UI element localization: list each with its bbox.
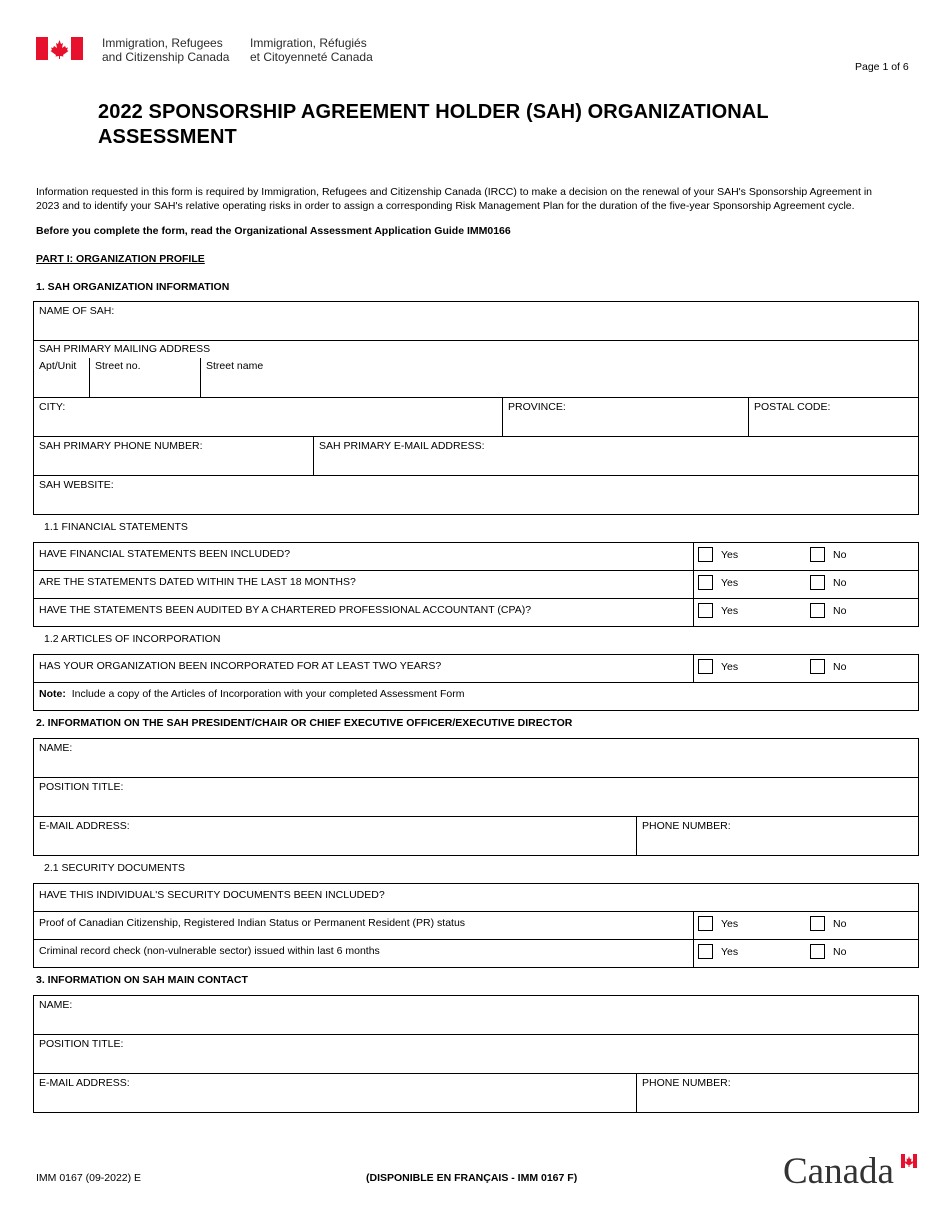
sah-name-field[interactable] bbox=[34, 302, 918, 340]
sah-name-label: NAME OF SAH: bbox=[39, 305, 115, 317]
contact-position-field[interactable] bbox=[34, 1035, 918, 1073]
contact-phone-label: PHONE NUMBER: bbox=[642, 1077, 731, 1089]
sah-phone-label: SAH PRIMARY PHONE NUMBER: bbox=[39, 440, 203, 452]
incorporation-no-checkbox[interactable] bbox=[810, 659, 825, 674]
president-email-label: E-MAIL ADDRESS: bbox=[39, 820, 130, 832]
section-1-heading: 1. SAH ORGANIZATION INFORMATION bbox=[36, 281, 230, 293]
president-phone-label: PHONE NUMBER: bbox=[642, 820, 731, 832]
yes-label: Yes bbox=[721, 549, 739, 561]
postal-code-label: POSTAL CODE: bbox=[754, 401, 831, 413]
financial-audited-no-checkbox[interactable] bbox=[810, 603, 825, 618]
financial-dated-yes-checkbox[interactable] bbox=[698, 575, 713, 590]
financial-included-question: HAVE FINANCIAL STATEMENTS BEEN INCLUDED? bbox=[39, 548, 291, 560]
financial-audited-question: HAVE THE STATEMENTS BEEN AUDITED BY A CHARTERED PROFESSIONAL ACCOUNTANT (CPA)? bbox=[39, 604, 532, 616]
sah-website-field[interactable] bbox=[34, 476, 918, 514]
contact-position-label: POSITION TITLE: bbox=[39, 1038, 124, 1050]
section-3-heading: 3. INFORMATION ON SAH MAIN CONTACT bbox=[36, 974, 248, 986]
financial-dated-no-checkbox[interactable] bbox=[810, 575, 825, 590]
financial-audited-yes-checkbox[interactable] bbox=[698, 603, 713, 618]
no-label: No bbox=[833, 577, 847, 589]
canada-wordmark: Canada bbox=[783, 1152, 923, 1192]
president-email-field[interactable] bbox=[34, 817, 636, 855]
no-label: No bbox=[833, 946, 847, 958]
contact-email-label: E-MAIL ADDRESS: bbox=[39, 1077, 130, 1089]
sah-website-label: SAH WEBSITE: bbox=[39, 479, 114, 491]
part-1-heading: PART I: ORGANIZATION PROFILE bbox=[36, 253, 205, 265]
yes-label: Yes bbox=[721, 661, 739, 673]
city-label: CITY: bbox=[39, 401, 66, 413]
incorporation-note: Note: Include a copy of the Articles of Incorporation with your completed Assessment Form bbox=[39, 688, 465, 700]
department-name-french: Immigration, Réfugiés et Citoyenneté Canada bbox=[250, 36, 373, 64]
president-phone-field[interactable] bbox=[637, 817, 918, 855]
street-name-label: Street name bbox=[206, 360, 264, 372]
guide-note: Before you complete the form, read the Organizational Assessment Application Guide IMM0166 bbox=[36, 225, 511, 237]
president-name-label: NAME: bbox=[39, 742, 73, 754]
president-name-field[interactable] bbox=[34, 739, 918, 777]
province-field[interactable] bbox=[503, 398, 748, 436]
street-name-field[interactable] bbox=[201, 357, 918, 397]
no-label: No bbox=[833, 549, 847, 561]
page-number: Page 1 of 6 bbox=[855, 61, 909, 73]
financial-included-yes-checkbox[interactable] bbox=[698, 547, 713, 562]
no-label: No bbox=[833, 605, 847, 617]
canada-flag-icon bbox=[36, 37, 83, 60]
sah-phone-field[interactable] bbox=[34, 437, 313, 475]
financial-statements-heading: 1.1 FINANCIAL STATEMENTS bbox=[44, 521, 188, 533]
contact-name-label: NAME: bbox=[39, 999, 73, 1011]
incorporation-heading: 1.2 ARTICLES OF INCORPORATION bbox=[44, 633, 221, 645]
province-label: PROVINCE: bbox=[508, 401, 566, 413]
financial-dated-question: ARE THE STATEMENTS DATED WITHIN THE LAST 18 MONTHS? bbox=[39, 576, 356, 588]
security-documents-heading: 2.1 SECURITY DOCUMENTS bbox=[44, 862, 185, 874]
contact-email-field[interactable] bbox=[34, 1074, 636, 1112]
security-documents-question: HAVE THIS INDIVIDUAL'S SECURITY DOCUMENTS BEEN INCLUDED? bbox=[39, 889, 385, 901]
department-name-english: Immigration, Refugees and Citizenship Canada bbox=[102, 36, 230, 64]
city-field[interactable] bbox=[34, 398, 502, 436]
no-label: No bbox=[833, 661, 847, 673]
yes-label: Yes bbox=[721, 946, 739, 958]
citizenship-proof-yes-checkbox[interactable] bbox=[698, 916, 713, 931]
apt-unit-field[interactable] bbox=[34, 357, 89, 397]
intro-text: Information requested in this form is required by Immigration, Refugees and Citizenship Canada (IRCC) to make a decision on the renewal of your SAH's Sponsorship Agreement in 2023 and to identify your SAH's relative operating risks in order to assign a corresponding Risk Management Plan for the duration of the five-year Sponsorship Agreement cycle. bbox=[36, 186, 873, 212]
incorporation-yes-checkbox[interactable] bbox=[698, 659, 713, 674]
yes-label: Yes bbox=[721, 605, 739, 617]
financial-included-no-checkbox[interactable] bbox=[810, 547, 825, 562]
wordmark-flag-icon bbox=[901, 1154, 917, 1168]
section-2-heading: 2. INFORMATION ON THE SAH PRESIDENT/CHAIR OR CHIEF EXECUTIVE OFFICER/EXECUTIVE DIRECTOR bbox=[36, 717, 573, 729]
citizenship-proof-question: Proof of Canadian Citizenship, Registered Indian Status or Permanent Resident (PR) status bbox=[39, 917, 466, 929]
sah-email-label: SAH PRIMARY E-MAIL ADDRESS: bbox=[319, 440, 485, 452]
contact-phone-field[interactable] bbox=[637, 1074, 918, 1112]
mailing-address-label: SAH PRIMARY MAILING ADDRESS bbox=[39, 343, 211, 355]
yes-label: Yes bbox=[721, 577, 739, 589]
no-label: No bbox=[833, 918, 847, 930]
incorporation-question: HAS YOUR ORGANIZATION BEEN INCORPORATED FOR AT LEAST TWO YEARS? bbox=[39, 660, 442, 672]
criminal-check-question: Criminal record check (non-vulnerable sector) issued within last 6 months bbox=[39, 945, 380, 957]
president-position-label: POSITION TITLE: bbox=[39, 781, 124, 793]
form-code: IMM 0167 (09-2022) E bbox=[36, 1172, 142, 1184]
contact-name-field[interactable] bbox=[34, 996, 918, 1034]
president-position-field[interactable] bbox=[34, 778, 918, 816]
criminal-check-no-checkbox[interactable] bbox=[810, 944, 825, 959]
street-no-label: Street no. bbox=[95, 360, 141, 372]
criminal-check-yes-checkbox[interactable] bbox=[698, 944, 713, 959]
french-availability-note: (DISPONIBLE EN FRANÇAIS - IMM 0167 F) bbox=[366, 1172, 578, 1184]
postal-code-field[interactable] bbox=[749, 398, 918, 436]
form-title: 2022 SPONSORSHIP AGREEMENT HOLDER (SAH) ORGANIZATIONAL ASSESSMENT bbox=[98, 101, 769, 148]
citizenship-proof-no-checkbox[interactable] bbox=[810, 916, 825, 931]
apt-unit-label: Apt/Unit bbox=[39, 360, 77, 372]
street-no-field[interactable] bbox=[90, 357, 200, 397]
yes-label: Yes bbox=[721, 918, 739, 930]
sah-email-field[interactable] bbox=[314, 437, 918, 475]
